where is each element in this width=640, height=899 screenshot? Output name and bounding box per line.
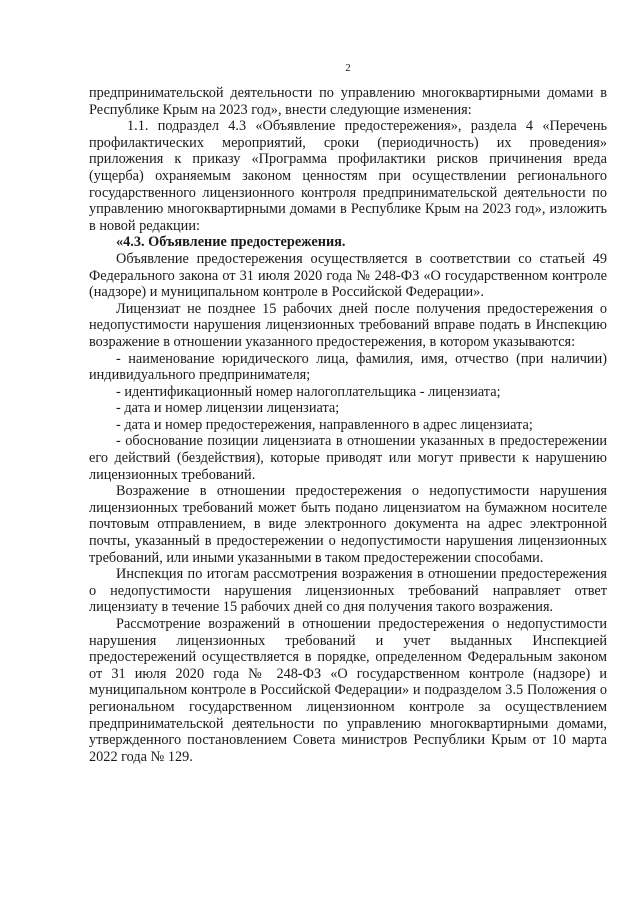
list-item-justification: - обоснование позиции лицензиата в отношении указанных в предостережении его действий (бездействия), которые приводят или могут привести к нарушению лицензионных требований. [89, 433, 607, 483]
document-page [89, 0, 607, 899]
paragraph-amendment-1-1: 1.1. подраздел 4.3 «Объявление предостережения», раздела 4 «Перечень профилактических мероприятий, сроки (периодичность) их проведения» приложения к приказу «Программа профилактики рисков причинения вреда (ущерба) охраняемым законом ценностям при осуществлении регионального государственного лицензионного контроля предпринимательской деятельности по управлению многоквартирными домами в Республике Крым на 2023 год», изложить в новой редакции: [89, 118, 607, 234]
paragraph-intro-continuation: предпринимательской деятельности по управлению многоквартирными домами в Республике Крым на 2023 год», внести следующие изменения: [89, 85, 607, 118]
paragraph-warning-basis: Объявление предостережения осуществляется в соответствии со статьей 49 Федерального закона от 31 июля 2020 года № 248-ФЗ «О государственном контроле (надзоре) и муниципальном контроле в Российской Федерации». [89, 250, 607, 301]
page-number: 2 [345, 62, 351, 74]
paragraph-objection-right: Лицензиат не позднее 15 рабочих дней после получения предостережения о недопустимости нарушения лицензионных требований вправе подать в Инспекцию возражение в отношении указанного предостережения, в котором указываются: [89, 300, 607, 350]
paragraph-inspection-response: Инспекция по итогам рассмотрения возражения в отношении предостережения о недопустимости нарушения лицензионных требований направляет ответ лицензиату в течение 15 рабочих дней со дня получения такого возражения. [89, 566, 607, 616]
paragraph-objection-submission: Возражение в отношении предостережения о недопустимости нарушения лицензионных требований может быть подано лицензиатом на бумажном носителе почтовым отправлением, в виде электронного документа на адрес электронной почты, указанный в предостережении о недопустимости нарушения лицензионных требований, или иными указанными в таком предостережении способами. [89, 483, 607, 566]
section-heading-4-3: «4.3. Объявление предостережения. [116, 234, 346, 251]
list-item-tax-number: - идентификационный номер налогоплательщика - лицензиата; [116, 383, 501, 400]
list-item-license-date-number: - дата и номер лицензии лицензиата; [116, 400, 340, 417]
paragraph-objection-review: Рассмотрение возражений в отношении предостережения о недопустимости нарушения лицензионных требований и учет выданных Инспекцией предостережений осуществляется в порядке, определенном Федеральным законом от 31 июля 2020 года № 248-ФЗ «О государственном контроле (надзоре) и муниципальном контроле в Российской Федерации» и подразделом 3.5 Положения о региональном государственном лицензионном контроле за осуществлением предпринимательской деятельности по управлению многоквартирными домами, утвержденного постановлением Совета министров Республики Крым от 10 марта 2022 года № 129. [89, 616, 607, 765]
list-item-warning-date-number: - дата и номер предостережения, направленного в адрес лицензиата; [116, 416, 533, 433]
list-item-entity-name: - наименование юридического лица, фамилия, имя, отчество (при наличии) индивидуального предпринимателя; [89, 350, 607, 384]
document-body [89, 85, 607, 765]
